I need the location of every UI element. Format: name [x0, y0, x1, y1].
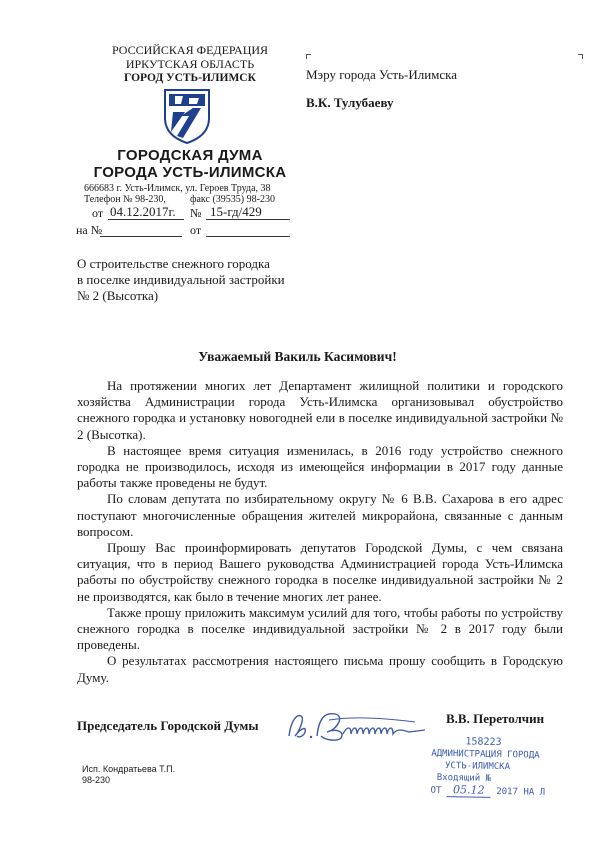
stamp-line: Входящий № — [436, 772, 492, 784]
body-paragraph: Также прошу приложить максимум усилий для того, чтобы работы по устройству снежного городка в поселке индивидуальной застройки № 2 в 2017 году были проведены. — [77, 604, 563, 653]
stamp-date: 05.12 — [447, 784, 491, 798]
stamp-year: 2017 — [496, 786, 519, 798]
letter-number: 15-гд/429 — [210, 204, 262, 219]
reply-date-label: от — [190, 223, 202, 237]
stamp-line: УСТЬ-ИЛИМСКА — [444, 761, 511, 773]
subject-line: О строительстве снежного городка — [77, 256, 270, 271]
body-paragraph: По словам депутата по избирательному округу № 6 В.В. Сахарова в его адрес поступают многочисленные обращения жителей микрорайона, связанные с данным вопросом. — [77, 491, 563, 539]
handwritten-signature — [285, 706, 435, 746]
letter-body — [77, 378, 563, 686]
reply-number-label: на № — [76, 223, 103, 237]
body-paragraph: В настоящее время ситуация изменилась, в 2016 году устройство снежного городка не производилось, исходя из имеющейся информации в 2017 году данные работы также проведены не будут. — [77, 442, 563, 491]
reply-number-underline — [100, 236, 182, 237]
corner-mark — [578, 54, 583, 59]
body-paragraph: На протяжении многих лет Департамент жилищной политики и городского хозяйства Администрации города Усть-Илимска организовывал обустройство снежного городка и установку новогодней ели в поселке индивидуальной застройки № 2 (Высотка). — [77, 378, 563, 442]
executor-name: Исп. Кондратьева Т.П. — [82, 764, 176, 774]
letterhead-country: РОССИЙСКАЯ ФЕДЕРАЦИЯ — [111, 43, 269, 57]
addressee-name: В.К. Тулубаеву — [306, 95, 394, 110]
signatory-name: В.В. Перетолчин — [446, 711, 545, 726]
letter-subject — [77, 256, 337, 304]
org-phone: Телефон № 98-230, — [84, 194, 166, 205]
org-name-line2: ГОРОДА УСТЬ-ИЛИМСКА — [93, 164, 287, 181]
letterhead-region: ИРКУТСКАЯ ОБЛАСТЬ — [125, 57, 255, 71]
stamp-suffix: НА Л — [523, 787, 546, 798]
org-name-line1: ГОРОДСКАЯ ДУМА — [117, 147, 263, 164]
stamp-number: 158223 — [465, 736, 502, 749]
number-underline — [206, 219, 290, 220]
stamp-date-label: ОТ — [430, 785, 442, 796]
letterhead-city: ГОРОД УСТЬ-ИЛИМСК — [124, 72, 256, 84]
greeting: Уважаемый Вакиль Касимович! — [198, 349, 397, 364]
date-underline — [108, 219, 184, 220]
subject-line: № 2 (Высотка) — [77, 288, 159, 303]
number-label: № — [190, 206, 202, 220]
executor-phone: 98-230 — [82, 775, 111, 785]
subject-line: в поселке индивидуальной застройки — [77, 272, 285, 287]
org-address: 666683 г. Усть-Илимск, ул. Героев Труда, 38 — [84, 183, 271, 194]
reply-date-underline — [206, 236, 290, 237]
city-emblem — [163, 88, 211, 144]
stamp-line: АДМИНИСТРАЦИЯ ГОРОДА — [431, 748, 540, 761]
date-label: от — [92, 206, 104, 220]
addressee-position: Мэру города Усть-Илимска — [306, 67, 458, 82]
org-fax: факс (39535) 98-230 — [190, 194, 275, 205]
incoming-registration-stamp — [424, 736, 575, 800]
body-paragraph: Прошу Вас проинформировать депутатов Городской Думы, с чем связана ситуация, что в период Вашего руководства Администрацией города Усть-Илимска работы по обустройству снежного городка в поселке индивидуальной застройки № 2 не производятся, как было в течение многих лет ранее. — [77, 540, 563, 604]
letter-date: 04.12.2017г. — [110, 204, 176, 219]
signatory-title: Председатель Городской Думы — [77, 718, 259, 733]
body-paragraph: О результатах рассмотрения настоящего письма прошу сообщить в Городскую Думу. — [77, 653, 563, 685]
